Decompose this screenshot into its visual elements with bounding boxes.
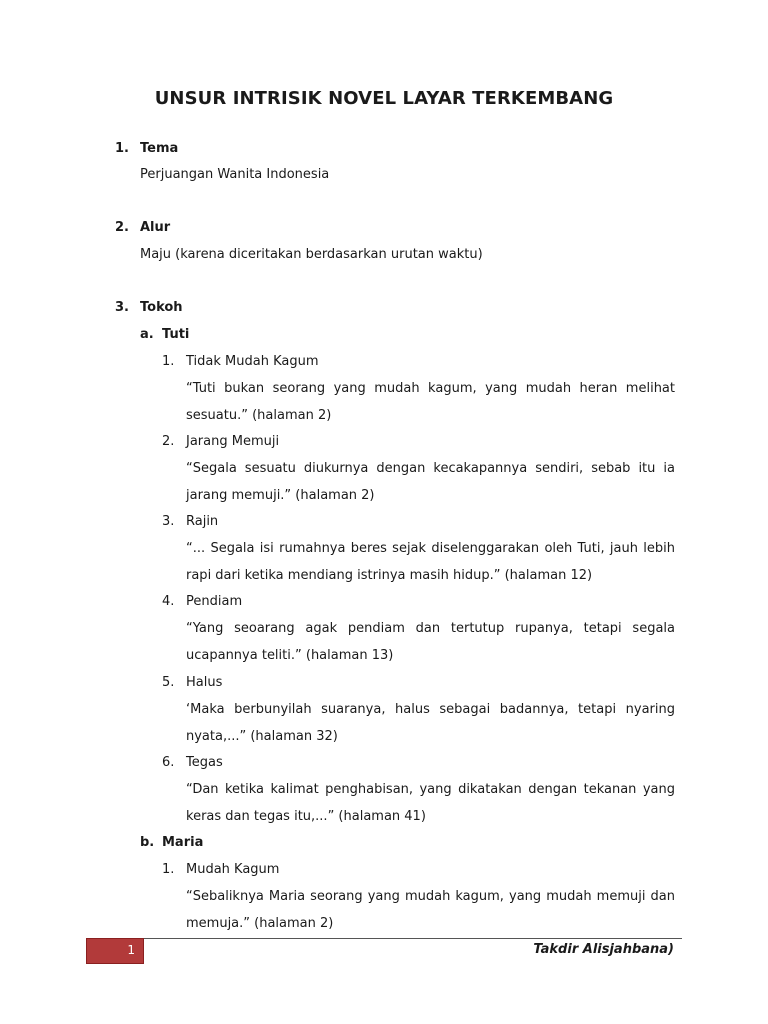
trait-quote: “Tuti bukan seorang yang mudah kagum, yang mudah heran melihat sesuatu.” (halaman 2): [186, 381, 675, 423]
trait-title: Mudah Kagum: [186, 862, 280, 877]
trait-number: 3.: [162, 514, 175, 529]
trait-quote: “... Segala isi rumahnya beres sejak diselenggarakan oleh Tuti, jauh lebih rapi dari ketika mendiang istrinya masih hidup.” (halaman 12): [186, 541, 675, 583]
footer-divider: [86, 938, 682, 939]
trait-number: 4.: [162, 594, 175, 609]
trait-quote: “Sebaliknya Maria seorang yang mudah kagum, yang mudah memuji dan memuja.” (halaman 2): [186, 889, 675, 931]
page-number-badge: [86, 938, 144, 964]
trait-number: 1.: [162, 354, 175, 369]
character-letter: a.: [140, 327, 154, 342]
trait-title: Halus: [186, 675, 223, 690]
section-text-alur: Maju (karena diceritakan berdasarkan urutan waktu): [140, 247, 483, 262]
trait-title: Jarang Memuji: [186, 434, 280, 449]
character-letter: b.: [140, 835, 155, 850]
trait-title: Tegas: [186, 755, 223, 770]
section-heading-alur: Alur: [140, 220, 171, 235]
page-number: 1: [127, 943, 135, 957]
trait-quote: “Segala sesuatu diukurnya dengan kecakapannya sendiri, sebab itu ia jarang memuji.” (halaman 2): [186, 461, 675, 503]
trait-quote: “Dan ketika kalimat penghabisan, yang dikatakan dengan tekanan yang keras dan tegas itu,...” (halaman 41): [186, 782, 675, 824]
page-title: UNSUR INTRISIK NOVEL LAYAR TERKEMBANG: [154, 88, 614, 109]
trait-number: 5.: [162, 675, 175, 690]
character-name-tuti: Tuti: [162, 327, 190, 342]
section-heading-tema: Tema: [140, 141, 179, 156]
trait-number: 6.: [162, 755, 175, 770]
trait-title: Rajin: [186, 514, 219, 529]
section-heading-tokoh: Tokoh: [140, 300, 183, 315]
section-number: 1.: [115, 141, 129, 156]
trait-quote: ‘Maka berbunyilah suaranya, halus sebagai badannya, tetapi nyaring nyata,...” (halaman 32): [186, 702, 675, 744]
trait-title: Pendiam: [186, 594, 243, 609]
trait-number: 1.: [162, 862, 175, 877]
section-number: 3.: [115, 300, 129, 315]
trait-title: Tidak Mudah Kagum: [186, 354, 319, 369]
section-number: 2.: [115, 220, 129, 235]
footer-author: Takdir Alisjahbana): [533, 942, 674, 957]
trait-number: 2.: [162, 434, 175, 449]
section-text-tema: Perjuangan Wanita Indonesia: [140, 167, 330, 182]
character-name-maria: Maria: [162, 835, 204, 850]
trait-quote: “Yang seoarang agak pendiam dan tertutup rupanya, tetapi segala ucapannya teliti.” (halaman 13): [186, 621, 675, 663]
